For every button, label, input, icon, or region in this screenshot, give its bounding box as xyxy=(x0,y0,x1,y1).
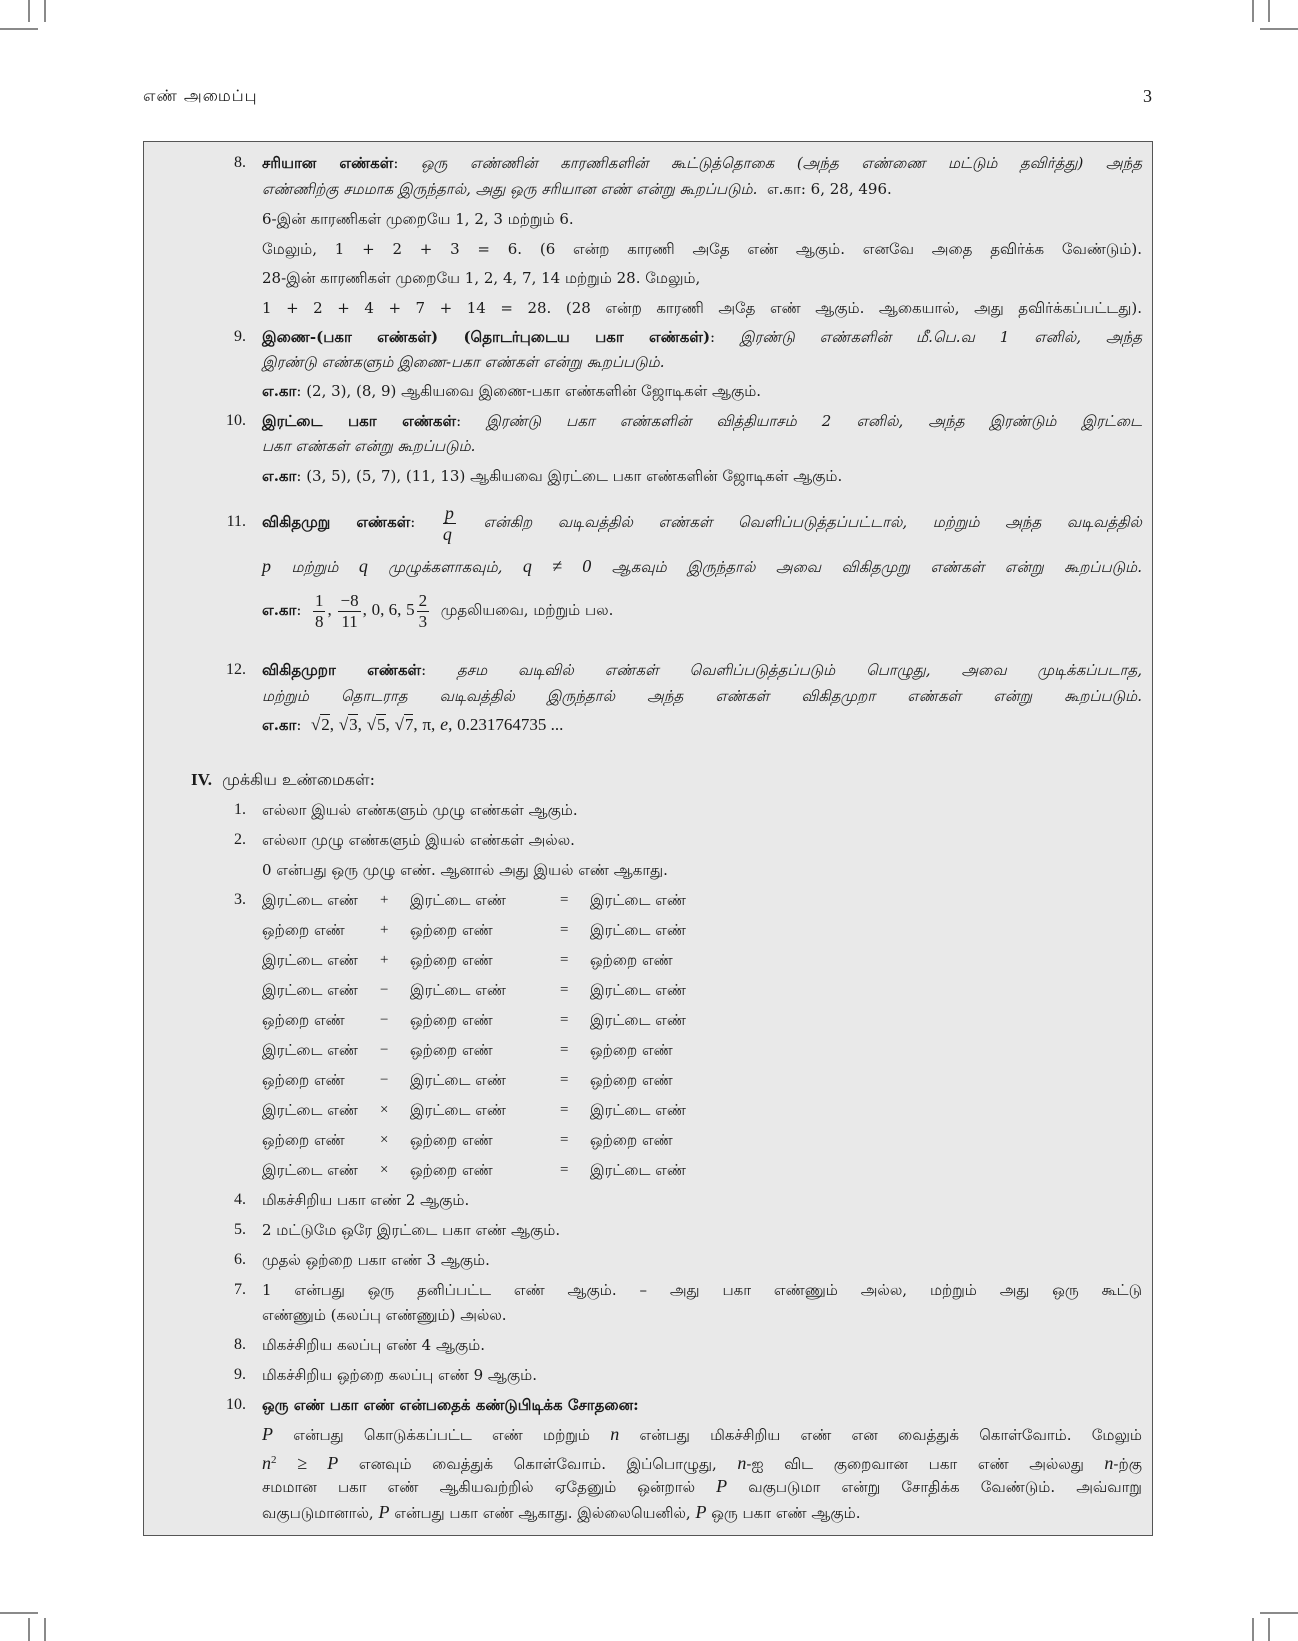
parity-term: ஒற்றை எண் xyxy=(590,1131,673,1149)
note-line: 1 + 2 + 4 + 7 + 14 = 28. (28 என்ற காரணி அதே எண் ஆகும். ஆகையால், அது தவிர்க்கப்பட்டது). xyxy=(262,299,1142,317)
definition-line: சரியான எண்கள்: ஒரு எண்ணின் காரணிகளின் கூட்டுத்தொகை (அந்த எண்ணை மட்டும் தவிர்த்து) அந்த xyxy=(262,154,1142,172)
definition-line: பகா எண்கள் என்று கூறப்படும். xyxy=(262,437,476,455)
parity-term: ஒற்றை எண் xyxy=(410,1041,493,1059)
parity-term: இரட்டை எண் xyxy=(410,891,506,909)
decimal: 0.231764735 ... xyxy=(457,715,564,734)
term: சரியான எண்கள் xyxy=(262,154,394,172)
parity-term: ஒற்றை எண் xyxy=(590,1071,673,1089)
parity-term: இரட்டை எண் xyxy=(410,1101,506,1119)
crop-mark xyxy=(0,28,38,30)
fact-title: ஒரு எண் பகா எண் என்பதைக் கண்டுபிடிக்க சோதனை: xyxy=(262,1396,639,1414)
operator: + xyxy=(380,892,389,908)
example-line: எ.கா: √2, √3, √5, √7, π, e, 0.231764735 ... xyxy=(262,714,564,734)
equals-sign: = xyxy=(560,982,569,998)
fact-text: 2 மட்டுமே ஒரே இரட்டை பகா எண் ஆகும். xyxy=(262,1221,561,1239)
paragraph-line: சமமான பகா எண் ஆகியவற்றில் ஏதேனும் ஒன்றால் P வகுபடுமா என்று சோதிக்க வேண்டும். அவ்வாறு xyxy=(262,1476,1142,1496)
definition-line: இணை-(பகா எண்கள்) (தொடர்புடைய பகா எண்கள்): இரண்டு எண்களின் மீ.பெ.வ 1 எனில், அந்த xyxy=(262,328,1142,346)
parity-term: இரட்டை எண் xyxy=(590,981,686,999)
equals-sign: = xyxy=(560,922,569,938)
parity-term: ஒற்றை எண் xyxy=(590,951,673,969)
e-constant: e xyxy=(440,714,449,734)
fraction-p-over-q: $\frac{p}{q}$ xyxy=(442,502,454,544)
item-number: 12. xyxy=(226,661,246,678)
term: விகிதமுறா எண்கள் xyxy=(262,661,422,679)
example-line: எ.கா: (3, 5), (5, 7), (11, 13) ஆகியவை இரட்டை பகா எண்களின் ஜோடிகள் ஆகும். xyxy=(262,467,843,485)
parity-term: ஒற்றை எண் xyxy=(262,1131,345,1149)
example-line: எ.கா: $\frac{1}{8}$ , $\frac{-8}{11}$ , 0, 6, 5 $\frac{2}{3}$ முதலியவை, மற்றும் பல. xyxy=(262,590,614,631)
operator: × xyxy=(380,1132,389,1148)
crop-mark xyxy=(1252,1618,1254,1641)
crop-mark xyxy=(1260,28,1298,30)
parity-term: ஒற்றை எண் xyxy=(262,1011,345,1029)
fact-note: 0 என்பது ஒரு முழு எண். ஆனால் அது இயல் எண் ஆகாது. xyxy=(262,861,668,879)
item-number: 9. xyxy=(234,328,246,345)
fact-text: எல்லா இயல் எண்களும் முழு எண்கள் ஆகும். xyxy=(262,801,578,819)
parity-term: ஒற்றை எண் xyxy=(590,1041,673,1059)
item-number: 8. xyxy=(234,154,246,171)
fraction: $\frac{-8}{11}$ xyxy=(340,590,359,631)
parity-term: இரட்டை எண் xyxy=(262,1041,358,1059)
definition-line: எண்ணிற்கு சமமாக இருந்தால், அது ஒரு சரியான எண் என்று கூறப்படும். எ.கா: 6, 28, 496. xyxy=(262,180,892,198)
equals-sign: = xyxy=(560,1132,569,1148)
fact-text: எல்லா முழு எண்களும் இயல் எண்கள் அல்ல. xyxy=(262,831,575,849)
sqrt: √3 xyxy=(338,715,358,734)
operator: × xyxy=(380,1102,389,1118)
operator: × xyxy=(380,1162,389,1178)
definition-line: விகிதமுறா எண்கள்: தசம வடிவில் எண்கள் வெளிப்படுத்தப்படும் பொழுது, அவை முடிக்கப்படாத, xyxy=(262,661,1142,679)
chapter-title: எண் அமைப்பு xyxy=(143,86,258,105)
sqrt: √2 xyxy=(310,715,330,734)
equals-sign: = xyxy=(560,1072,569,1088)
parity-term: ஒற்றை எண் xyxy=(410,1161,493,1179)
parity-term: இரட்டை எண் xyxy=(410,1071,506,1089)
crop-mark xyxy=(28,1618,30,1641)
equals-sign: = xyxy=(560,1102,569,1118)
fact-number: 6. xyxy=(234,1251,246,1268)
example: எ.கா: 6, 28, 496. xyxy=(766,180,892,198)
fact-number: 10. xyxy=(226,1396,246,1413)
term: இணை-(பகா எண்கள்) (தொடர்புடைய பகா எண்கள்) xyxy=(262,328,711,346)
crop-mark xyxy=(1268,0,1270,22)
fact-text: எண்ணும் (கலப்பு எண்ணும்) அல்ல. xyxy=(262,1306,507,1324)
definition-line: p மற்றும் q முழுக்களாகவும், q ≠ 0 ஆகவும் இருந்தால் அவை விகிதமுறு எண்கள் என்று கூறப்படும். xyxy=(262,556,1142,576)
equals-sign: = xyxy=(560,1162,569,1178)
item-number: 10. xyxy=(226,412,246,429)
equals-sign: = xyxy=(560,1042,569,1058)
fact-number: 1. xyxy=(234,801,246,818)
pi: π xyxy=(422,715,432,734)
parity-term: இரட்டை எண் xyxy=(590,921,686,939)
fact-number: 2. xyxy=(234,831,246,848)
parity-term: ஒற்றை எண் xyxy=(410,1011,493,1029)
definition-line: விகிதமுறு எண்கள்: $\frac{p}{q}$ என்கிற வடிவத்தில் எண்கள் வெளிப்படுத்தப்பட்டால், மற்றும் அந்த வடிவத்தில் xyxy=(262,502,1143,544)
paragraph-line: வகுபடுமானால், P என்பது பகா எண் ஆகாது. இல்லையெனில், P ஒரு பகா எண் ஆகும். xyxy=(262,1502,861,1522)
note-line: மேலும், 1 + 2 + 3 = 6. (6 என்ற காரணி அதே எண் ஆகும். எனவே அதை தவிர்க்க வேண்டும்). xyxy=(262,240,1142,258)
term: விகிதமுறு எண்கள் xyxy=(262,513,411,531)
fact-number: 9. xyxy=(234,1366,246,1383)
parity-term: இரட்டை எண் xyxy=(590,891,686,909)
equals-sign: = xyxy=(560,952,569,968)
equals-sign: = xyxy=(560,1012,569,1028)
fact-text: முதல் ஒற்றை பகா எண் 3 ஆகும். xyxy=(262,1251,490,1269)
operator: − xyxy=(380,1012,389,1028)
fact-text: மிகச்சிறிய கலப்பு எண் 4 ஆகும். xyxy=(262,1336,486,1354)
fact-number: 3. xyxy=(234,891,246,908)
parity-term: இரட்டை எண் xyxy=(262,1101,358,1119)
operator: − xyxy=(380,1072,389,1088)
fact-text: மிகச்சிறிய பகா எண் 2 ஆகும். xyxy=(262,1191,470,1209)
note-line: 28-இன் காரணிகள் முறையே 1, 2, 4, 7, 14 மற்றும் 28. மேலும், xyxy=(262,269,701,287)
paragraph-line: P என்பது கொடுக்கப்பட்ட எண் மற்றும் n என்பது மிகச்சிறிய எண் என வைத்துக் கொள்வோம். மேலும் xyxy=(262,1424,1142,1444)
item-number: 11. xyxy=(226,513,246,530)
parity-term: இரட்டை எண் xyxy=(262,951,358,969)
sqrt: √5 xyxy=(366,715,386,734)
crop-mark xyxy=(44,0,46,22)
crop-mark xyxy=(1252,0,1254,22)
parity-term: ஒற்றை எண் xyxy=(262,921,345,939)
operator: + xyxy=(380,922,389,938)
crop-mark xyxy=(1260,1612,1298,1614)
example-line: எ.கா: (2, 3), (8, 9) ஆகியவை இணை-பகா எண்களின் ஜோடிகள் ஆகும். xyxy=(262,382,762,400)
fraction: $\frac{1}{8}$ xyxy=(314,590,324,631)
parity-term: ஒற்றை எண் xyxy=(410,921,493,939)
page-number: 3 xyxy=(1143,86,1152,106)
fact-number: 8. xyxy=(234,1336,246,1353)
parity-term: ஒற்றை எண் xyxy=(410,1131,493,1149)
parity-term: இரட்டை எண் xyxy=(262,981,358,999)
crop-mark xyxy=(28,0,30,22)
fact-number: 7. xyxy=(234,1281,246,1298)
operator: + xyxy=(380,952,389,968)
section-heading: IV. முக்கிய உண்மைகள்: xyxy=(191,770,375,789)
note-line: 6-இன் காரணிகள் முறையே 1, 2, 3 மற்றும் 6. xyxy=(262,210,574,228)
parity-term: இரட்டை எண் xyxy=(590,1011,686,1029)
equals-sign: = xyxy=(560,892,569,908)
parity-term: இரட்டை எண் xyxy=(590,1101,686,1119)
parity-term: ஒற்றை எண் xyxy=(410,951,493,969)
parity-term: ஒற்றை எண் xyxy=(262,1071,345,1089)
crop-mark xyxy=(44,1618,46,1641)
definition-line: இரட்டை பகா எண்கள்: இரண்டு பகா எண்களின் வித்தியாசம் 2 எனில், அந்த இரண்டும் இரட்டை xyxy=(262,412,1142,430)
operator: − xyxy=(380,982,389,998)
fact-text: 1 என்பது ஒரு தனிப்பட்ட எண் ஆகும். – அது பகா எண்ணும் அல்ல, மற்றும் அது ஒரு கூட்டு xyxy=(262,1281,1142,1299)
parity-term: இரட்டை எண் xyxy=(262,1161,358,1179)
parity-term: இரட்டை எண் xyxy=(262,891,358,909)
fraction: $\frac{2}{3}$ xyxy=(418,590,428,631)
crop-mark xyxy=(0,1612,38,1614)
definition-line: மற்றும் தொடராத வடிவத்தில் இருந்தால் அந்த எண்கள் விகிதமுறா எண்கள் என்று கூறப்படும். xyxy=(262,687,1142,705)
fact-text: மிகச்சிறிய ஒற்றை கலப்பு எண் 9 ஆகும். xyxy=(262,1366,537,1384)
operator: − xyxy=(380,1042,389,1058)
parity-term: இரட்டை எண் xyxy=(410,981,506,999)
term: இரட்டை பகா எண்கள் xyxy=(262,412,457,430)
sqrt: √7 xyxy=(394,715,414,734)
fact-number: 4. xyxy=(234,1191,246,1208)
crop-mark xyxy=(1268,1618,1270,1641)
parity-term: இரட்டை எண் xyxy=(590,1161,686,1179)
paragraph-line: $n^2 \ge P$ எனவும் வைத்துக் கொள்வோம். இப்பொழுது, n-ஐ விட குறைவான பகா எண் அல்லது n-ற்கு xyxy=(262,1453,1142,1473)
definition-line: இரண்டு எண்களும் இணை-பகா எண்கள் என்று கூறப்படும். xyxy=(262,353,665,371)
fact-number: 5. xyxy=(234,1221,246,1238)
